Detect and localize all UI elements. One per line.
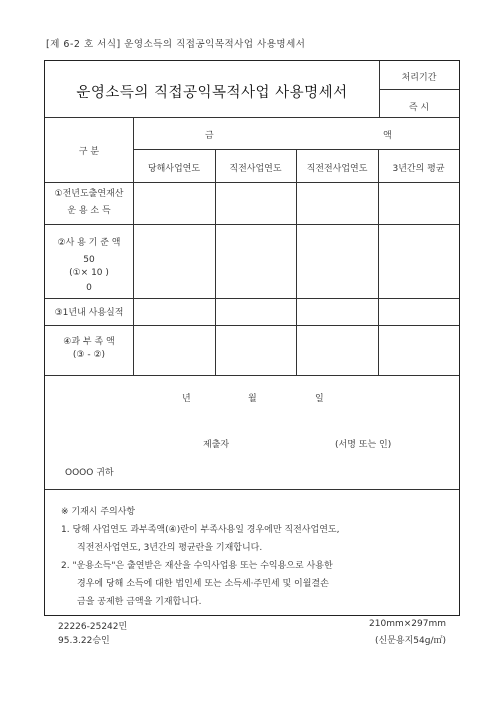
note-1-line-1: 1. 당해 사업연도 과부족액(④)란이 부족사용일 경우에만 직전사업연도, [61,525,340,535]
note-2-line-1: 2. "운용소득"은 출연받은 재산을 수익사업용 또는 수익용으로 사용한 [61,561,333,571]
column-divider-3 [296,149,297,375]
column-divider-4 [378,149,379,375]
row3-rule [45,325,459,326]
row4-rule [45,375,459,376]
form-number-header: [제 6-2 호 서식] 운영소득의 직접공익목적사업 사용명세서 [46,39,306,50]
paper-type: (신문용지54g/㎡) [375,636,446,646]
row2-label: ②사 용 기 준 액 [57,238,121,248]
note-2-line-2: 경우에 당해 소득에 대한 법인세 또는 소득세·주민세 및 이월결손 [77,579,329,589]
notes-section [61,503,339,611]
amount-header-left: 금 [205,131,214,141]
submitter-label: 제출자 [203,440,230,450]
subheader-two-years-prior: 직전전사업연도 [306,164,368,174]
column-divider-2 [215,149,216,375]
row4-label: ④과 부 족 액 [63,337,115,347]
note-1-line-2: 직전전사업연도, 3년간의 평균란을 기재합니다. [77,543,263,553]
form-code: 22226-25242민 [58,622,128,632]
column-header-rule [45,182,459,183]
recipient-label: OOOO 귀하 [65,468,114,478]
date-month: 월 [248,394,257,404]
row2-value-0: 0 [86,283,92,293]
row4-formula: (③ - ②) [72,350,106,360]
processing-divider [379,89,459,90]
row2-rule [45,298,459,299]
form-title: 운영소득의 직접공익목적사업 사용명세서 [76,85,348,101]
row2-formula: (①× 10 ) [69,268,109,278]
note-2-line-3: 금을 공제한 금액을 기재합니다. [77,597,202,607]
subheader-current-year: 당해사업연도 [147,164,201,174]
category-column-divider [133,117,134,375]
date-day: 일 [315,394,324,404]
amount-header-right: 액 [383,131,392,141]
usage-statement-form [44,60,460,616]
title-bottom-rule [45,117,459,118]
approval-date: 95.3.22승인 [58,636,110,646]
row3-label: ③1년내 사용실적 [54,308,124,318]
row1-label: ①전년도출연재산 [54,189,124,199]
date-year: 년 [182,394,191,404]
processing-period-value: 즉 시 [408,103,430,113]
category-header: 구 분 [78,147,100,157]
subheader-previous-year: 직전사업연도 [229,164,282,174]
signature-label: (서명 또는 인) [335,440,392,450]
processing-period-label: 처리기간 [401,73,437,83]
subheader-three-year-average: 3년간의 평균 [392,164,445,174]
notes-title: ※ 기재시 주의사항 [61,507,136,517]
row2-value-50: 50 [83,255,95,265]
row1-rule [45,224,459,225]
row1-sublabel: 운 용 소 득 [67,206,111,216]
paper-size: 210mm×297mm [369,619,446,629]
signature-section-rule [45,489,459,490]
